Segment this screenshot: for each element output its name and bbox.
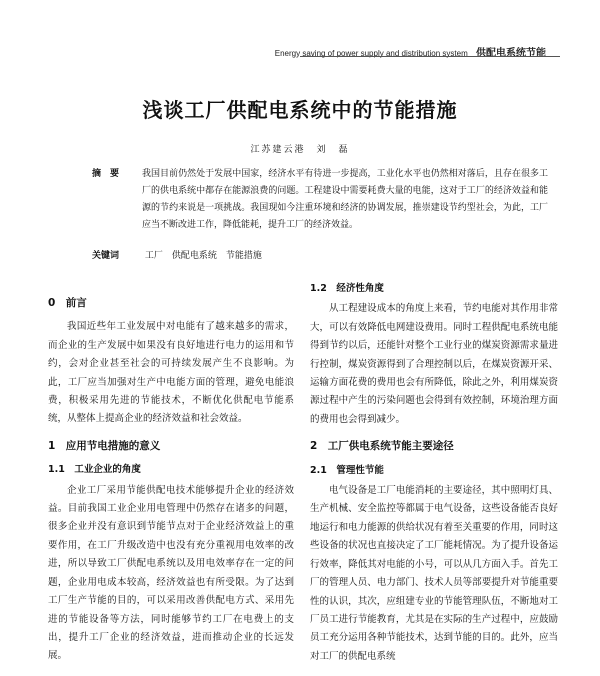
section-2-1-heading: 2.1 管理性节能 [310, 464, 384, 476]
section-1-2-heading: 1.2 经济性角度 [310, 283, 384, 294]
section-2-heading: 2 工厂供电系统节能主要途径 [310, 440, 454, 453]
header-rule [300, 56, 560, 57]
section-1-1-paragraph: 企业工厂采用节能供配电技术能够提升企业的经济效益。目前我国工业企业用电管理中仍然存在诸多的问题，很多企业并没有意识到节能节点对于企业经济效益上的重要作用，在工厂升级改造中也没有充分重视用电效率的改进，所以导致工厂供配电系统以及用电效率存在一定的问题，企业用电成本较高，经济效益也有所受限。为了达到工厂生产节能的目的，可以采用改善供配电方式、采用先进的节能设备等方法，同时能够节约工厂在电费上的支出，提升工厂企业的经济效益，进而推动企业的长远发展。 [48, 484, 294, 662]
section-2-1-paragraph: 电气设备是工厂电能消耗的主要途径，其中照明灯具、生产机械、安全监控等都属于电气设备，这些设备能否良好地运行和电力能源的供给状况有着至关重要的作用，同时这些设备的状况也直接决定了工厂能耗情况。为了提升设备运行效率，降低其对电能的小号，可以从几方面入手。首先工厂的管理人员、电力部门、技术人员等部要提升对节能重要性的认识，其次，应组建专业的节能管理队伍，不断地对工厂员工进行节能教育，尤其是在实际的生产过程中，应鼓励员工充分运用各种节能技术，达到节能的目的。此外，应当对工厂的供配电系统 [310, 485, 558, 662]
keywords-text: 工厂 供配电系统 节能措施 [144, 251, 262, 261]
abstract-text: 我国目前仍然处于发展中国家，经济水平有待进一步提高，工业化水平也仍然相对落后，且存在很多工厂的供电系统中都存在能源浪费的问题。工程建设中需要耗费大量的电能，这对于工厂的经济效益和能源的节约来说是一项挑战。我国现如今注重环境和经济的协调发展，推崇建设节约型社会，为此，工厂应当不断改进工作，降低能耗，提升工厂的经济效益。 [142, 169, 548, 230]
section-1-heading: 1 应用节电措施的意义 [48, 439, 161, 452]
article-title: 浅谈工厂供配电系统中的节能措施 [142, 98, 458, 122]
journal-english-title: Energy saving of power supply and distribution system [274, 49, 468, 58]
section-0-paragraph: 我国近些年工业发展中对电能有了越来越多的需求，而企业的生产发展中如果没有良好地进行电力的运用和节约，会对企业甚至社会的可持续发展产生不良影响。为此，工厂应当加强对生产中电能方面的管理，避免电能浪费，积极采用先进的节能技术，不断优化供配电节能系统，从整体上提高企业的经济效益和社会效益。 [48, 321, 294, 425]
abstract-label: 摘 要 [92, 169, 120, 179]
right-column [310, 278, 558, 666]
abstract [92, 166, 548, 234]
section-label: 供配电系统节能 [476, 48, 546, 59]
keywords [92, 248, 548, 261]
keywords-label: 关键词 [92, 251, 120, 261]
section-1-2-paragraph: 从工程建设成本的角度上来看，节约电能对其作用非常大，可以有效降低电网建设费用。同时工程供配电系统电能得到节约以后，还能针对整个工业行业的煤炭资源需求量进行控制，煤炭资源得到了合理控制以后，在煤炭资源开采、运输方面花费的费用也会有所降低，除此之外，利用煤炭资源过程中产生的污染问题也会得到有效控制，环境治理方面的费用也会得到减少。 [310, 303, 558, 425]
section-0-heading: 0 前言 [48, 297, 87, 309]
left-column [48, 286, 294, 666]
author-line: 江苏建云港 刘 磊 [250, 145, 350, 155]
section-1-1-heading: 1.1 工业企业的角度 [48, 464, 141, 476]
